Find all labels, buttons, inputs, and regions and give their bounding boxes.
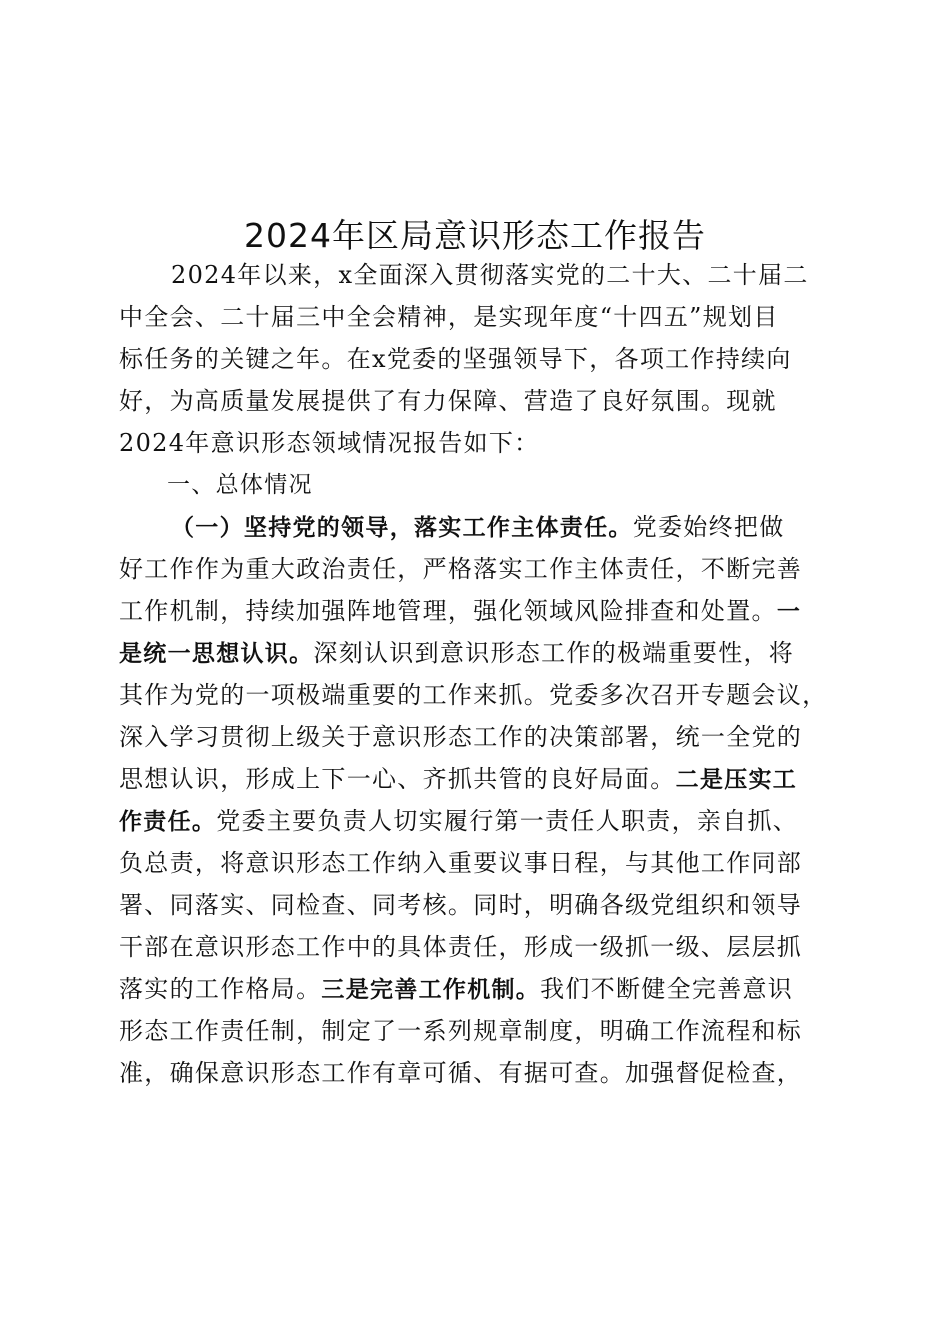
line-text: 形态工作责任制，制定了一系列规章制度，明确工作流程和标 (119, 1017, 803, 1045)
line-text: 思想认识，形成上下一心、齐抓共管的良好局面。 (119, 765, 676, 793)
line-text: 其作为党的一项极端重要的工作来抓。党委多次召开专题会议， (119, 681, 828, 709)
line-text: 干部在意识形态工作中的具体责任，形成一级抓一级、层层抓 (119, 933, 803, 961)
bold-keyword: 一 (776, 599, 802, 625)
line-text: 深入学习贯彻上级关于意识形态工作的决策部署，统一全党的 (119, 723, 803, 751)
paragraph-line (119, 548, 831, 590)
paragraph-line (119, 590, 831, 632)
paragraph-line (119, 968, 831, 1010)
paragraph-line (119, 1052, 831, 1094)
paragraph-line (119, 674, 831, 716)
paragraph-line (119, 800, 831, 842)
line-text: 准，确保意识形态工作有章可循、有据可查。加强督促检查， (119, 1059, 803, 1087)
line-text: 党委始终把做 (632, 513, 785, 541)
paragraph-line (119, 884, 831, 926)
paragraph-line (119, 506, 831, 548)
intro-line: 2024年意识形态领域情况报告如下： (119, 429, 540, 457)
intro-line: 标任务的关键之年。在x党委的坚强领导下，各项工作持续向 (119, 345, 792, 373)
paragraph-line (119, 842, 831, 884)
bold-keyword: 作责任。 (119, 809, 217, 835)
bold-keyword: 是统一思想认识。 (119, 641, 314, 667)
paragraph-line (119, 716, 831, 758)
line-text: 署、同落实、同检查、同考核。同时，明确各级党组织和领导 (119, 891, 803, 919)
line-text: 负总责，将意识形态工作纳入重要议事日程，与其他工作同部 (119, 849, 803, 877)
paragraph-line (119, 632, 831, 674)
paragraph-line (119, 926, 831, 968)
document-body (119, 254, 831, 1094)
bold-subheading: （一）坚持党的领导，落实工作主体责任。 (171, 515, 633, 541)
line-text: 深刻认识到意识形态工作的极端重要性，将 (313, 639, 795, 667)
intro-line: 中全会、二十届三中全会精神，是实现年度“十四五”规划目 (119, 303, 779, 331)
line-text: 工作机制，持续加强阵地管理，强化领域风险排查和处置。 (119, 597, 777, 625)
paragraph-line (119, 758, 831, 800)
paragraph-line (119, 1010, 831, 1052)
line-text: 我们不断健全完善意识 (540, 975, 794, 1003)
bold-keyword: 三是完善工作机制。 (321, 977, 541, 1003)
intro-line: 好，为高质量发展提供了有力保障、营造了良好氛围。现就 (119, 387, 777, 415)
section-heading: 一、总体情况 (167, 472, 313, 498)
line-text: 好工作作为重大政治责任，严格落实工作主体责任，不断完善 (119, 555, 803, 583)
document-title: 2024年区局意识形态工作报告 (244, 216, 706, 255)
intro-line: 2024年以来，x全面深入贯彻落实党的二十大、二十届二 (171, 261, 809, 289)
bold-keyword: 二是压实工 (675, 767, 798, 793)
line-text: 落实的工作格局。 (119, 975, 322, 1003)
line-text: 党委主要负责人切实履行第一责任人职责，亲自抓、 (216, 807, 799, 835)
